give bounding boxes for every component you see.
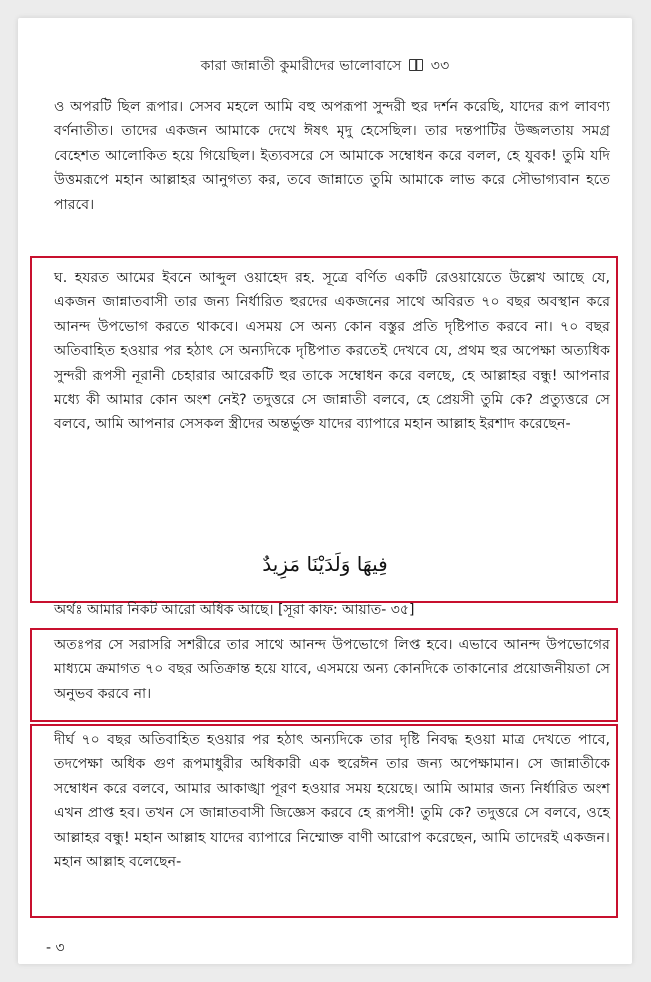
paragraph-2: ঘ. হযরত আমের ইবনে আব্দুল ওয়াহেদ রহ. সূত্রে বর্ণিত একটি রেওয়ায়েতে উল্লেখ আছে যে, একজন জান্নাতবাসী তার জন্য নির্ধারিত হুরদের একজনের সাথে অবিরত ৭০ বছর অবস্থান করে আনন্দ উপভোগ করতে থাকবে। এসময় সে অন্য কোন বস্তুর প্রতি দৃষ্টিপাত করবে না। ৭০ বছর অতিবাহিত হওয়ার পর হঠাৎ সে অন্যদিকে দৃষ্টিপাত করতেই দেখবে যে, প্রথম হুর অপেক্ষা অত্যধিক সুন্দরী রূপসী নূরানী চেহারার আরেকটি হুর তাকে সম্বোধন করে বলছে, হে আল্লাহর বন্ধু! আপনার মধ্যে কী আমার কোন অংশ নেই? তদুত্তরে সে জান্নাতী বলবে, হে প্রেয়সী তুমি কে? প্রত্যুত্তরে সে বলবে, আমি আপনার সেসকল স্ত্রীদের অন্তর্ভুক্ত যাদের ব্যাপারে মহান আল্লাহ ইরশাদ করেছেন-	[54, 270, 610, 433]
book-icon	[409, 59, 423, 71]
header-title: কারা জান্নাতী কুমারীদের ভালোবাসে	[200, 58, 402, 74]
paragraph-3: অতঃপর সে সরাসরি সশরীরে তার সাথে আনন্দ উপভোগে লিপ্ত হবে। এভাবে আনন্দ উপভোগের মাধ্যমে ক্রমাগত ৭০ বছর অতিক্রান্ত হয়ে যাবে, এসময়ে অন্য কোনদিকে তাকানোর প্রয়োজনীয়তা সে অনুভব করবে না।	[54, 637, 610, 702]
running-header	[18, 54, 632, 78]
verse-meaning: অর্থঃ আমার নিকট আরো অধিক আছে। [সূরা কাফ: আয়াত- ৩৫]	[54, 602, 415, 618]
page-footer-number: - ৩	[46, 940, 65, 956]
paragraph-1: ও অপরটি ছিল রূপার। সেসব মহলে আমি বহু অপরূপা সুন্দরী হুর দর্শন করেছি, যাদের রূপ লাবণ্য বর্ণনাতীত। তাদের একজন আমাকে দেখে ঈষৎ মৃদু হেসেছিল। তার দন্তপাটির উজ্জলতায় সমগ্র বেহেশত আলোকিত হয়ে গিয়েছিল। ইত্যবসরে সে আমাকে সম্বোধন করে বলল, হে যুবক! তুমি যদি উত্তমরূপে মহান আল্লাহর আনুগত্য কর, তবে জান্নাতে তুমি আমাকে লাভ করে সৌভাগ্যবান হতে পারবে।	[54, 99, 610, 213]
arabic-verse: فِيهَا وَلَدَيْنَا مَزِيدٌ	[262, 552, 388, 576]
document-page	[18, 18, 632, 964]
paragraph-4: দীর্ঘ ৭০ বছর অতিবাহিত হওয়ার পর হঠাৎ অন্যদিকে তার দৃষ্টি নিবদ্ধ হওয়া মাত্র দেখতে পাবে, তদপেক্ষা অধিক গুণ রূপমাধুরীর অধিকারী এক হুরেঈন তার জন্য অপেক্ষামান। সে জান্নাতীকে সম্বোধন করে বলবে, আমার আকাঙ্খা পূরণ হওয়ার সময় হয়েছে। আমি আমার জন্য নির্ধারিত অংশ এখন প্রাপ্ত হব। তখন সে জান্নাতবাসী জিজ্ঞেস করবে হে রূপসী! তুমি কে? তদুত্তরে সে বলবে, ওহে আল্লাহর বন্ধু! মহান আল্লাহ যাদের ব্যাপারে নিম্মোক্ত বাণী আরোপ করেছেন, আমি তাদেরই একজন। মহান আল্লাহ বলেছেন-	[54, 732, 610, 871]
header-page-number: ৩৩	[430, 58, 450, 74]
